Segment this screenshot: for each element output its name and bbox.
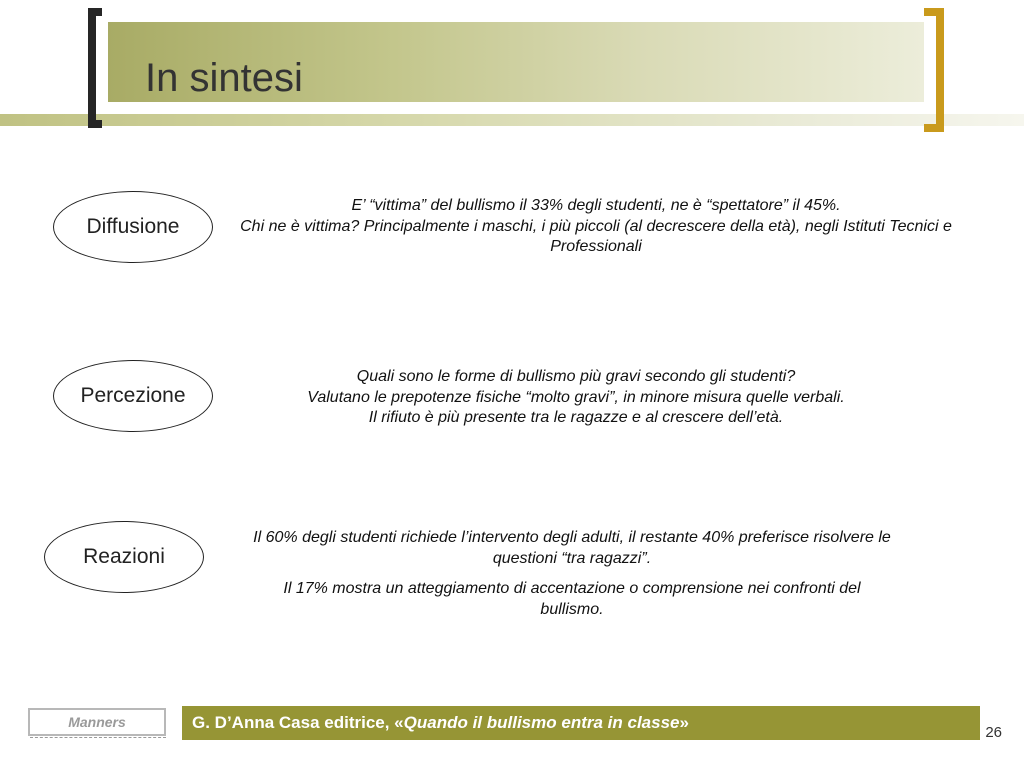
oval-label: Percezione xyxy=(80,384,186,407)
text-line: Il rifiuto è più presente tra le ragazze e al crescere dell’età. xyxy=(368,409,784,426)
credit-prefix: G. D’Anna Casa editrice, « xyxy=(192,713,404,732)
diffusione-text xyxy=(226,196,966,258)
page-number: 26 xyxy=(985,724,1002,741)
text-line: Valutano le prepotenze fisiche “molto gravi”, in minore misura quelle verbali. xyxy=(307,388,845,406)
text-paragraph: Il 17% mostra un atteggiamento di accentazione o comprensione nei confronti del bullismo. xyxy=(283,580,861,618)
slide-title: In sintesi xyxy=(145,56,303,100)
oval-percezione xyxy=(53,360,213,432)
reazioni-text xyxy=(252,528,892,620)
text-line: E’ “vittima” del bullismo il 33% degli studenti, ne è “spettatore” il 45%. xyxy=(351,197,841,214)
footer-dashed-line xyxy=(30,737,166,738)
manners-label: Manners xyxy=(68,714,126,730)
text-line: Quali sono le forme di bullismo più gravi secondo gli studenti? xyxy=(356,368,796,385)
percezione-text xyxy=(226,367,926,429)
manners-logo-box xyxy=(28,708,166,736)
oval-label: Reazioni xyxy=(83,545,165,568)
right-bracket-decoration xyxy=(924,8,944,132)
text-paragraph: Il 60% degli studenti richiede l’intervento degli adulti, il restante 40% preferisce risolvere le questioni “tra ragazzi”. xyxy=(253,529,891,567)
title-underline-band xyxy=(0,114,1024,126)
footer-credit-bar xyxy=(182,706,980,740)
credit-book-title: Quando il bullismo entra in classe xyxy=(403,713,680,732)
credit-suffix: » xyxy=(679,713,689,732)
left-bracket-decoration xyxy=(88,8,102,128)
oval-reazioni xyxy=(44,521,204,593)
text-line: Chi ne è vittima? Principalmente i maschi, i più piccoli (al decrescere della età), negli Istituti Tecnici e Professionali xyxy=(240,217,952,255)
oval-label: Diffusione xyxy=(86,215,180,238)
oval-diffusione xyxy=(53,191,213,263)
